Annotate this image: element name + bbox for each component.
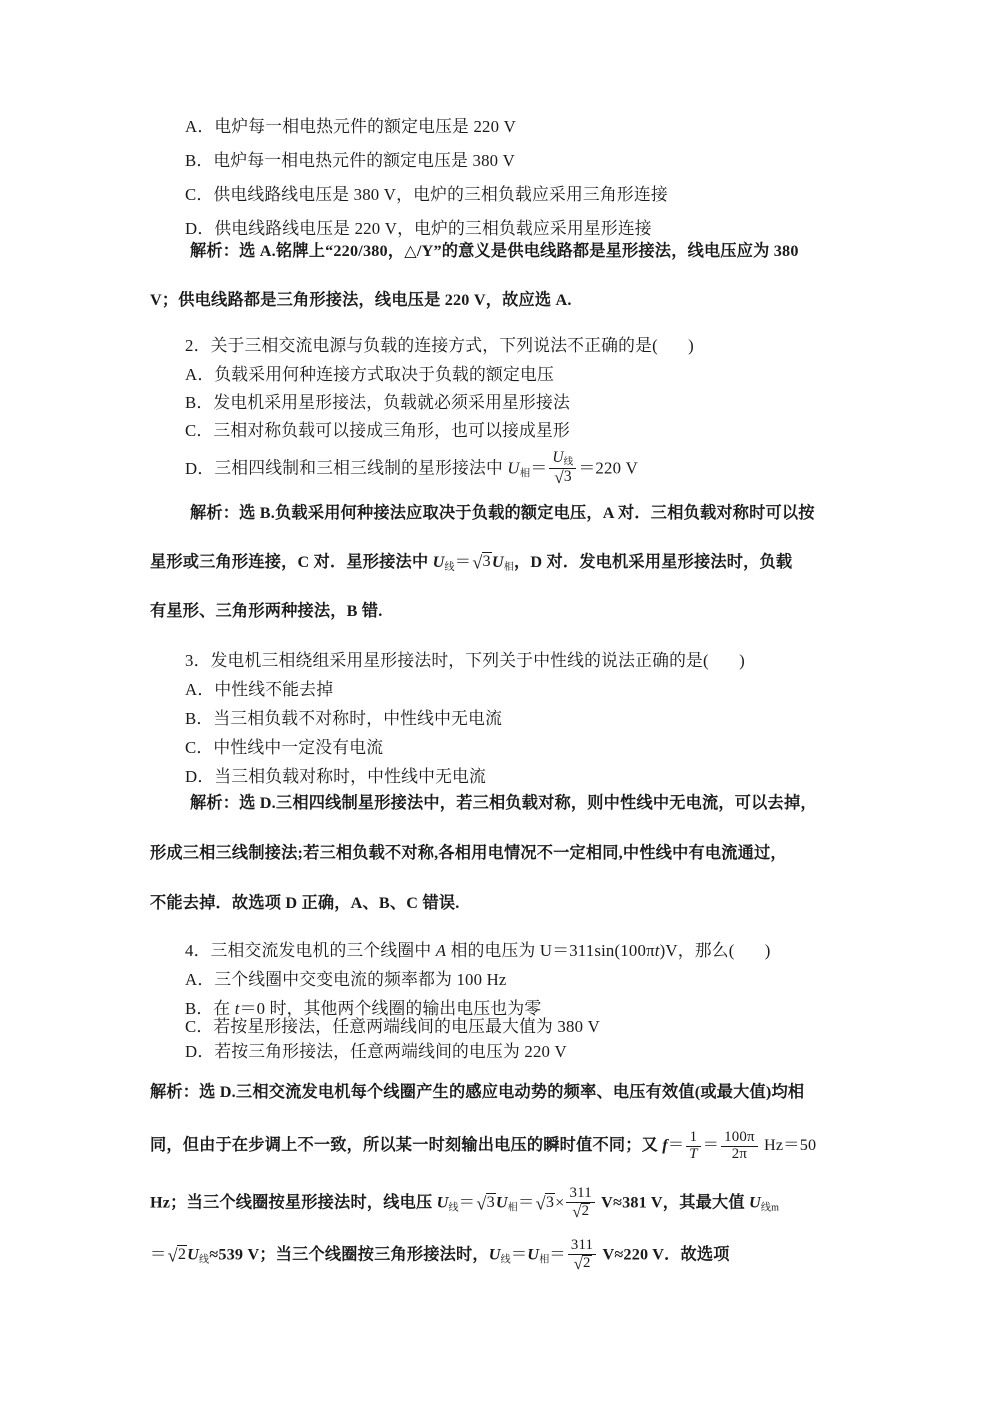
q2-option-d-symbol-sub: 相 <box>519 468 531 480</box>
q1-option-c-text-pre: 供电线路线电压是 <box>213 185 354 204</box>
q4-option-a-label: A． <box>185 970 215 989</box>
sqrt-icon: √3 <box>535 1192 555 1213</box>
q2-option-a <box>185 366 554 384</box>
fraction-denominator <box>549 469 576 487</box>
q2-option-d-label: D． <box>185 458 215 478</box>
fraction-denominator <box>568 1255 596 1272</box>
q2-option-a-text: 负载采用何种连接方式取决于负载的额定电压 <box>214 365 554 384</box>
sqrt-icon: √3 <box>554 467 572 487</box>
q4-option-c-label: C． <box>185 1017 214 1036</box>
fraction-denominator <box>566 1203 594 1220</box>
q4-option-a <box>185 971 507 989</box>
q4-sol2-eq2: ＝ <box>702 1135 720 1154</box>
q4-stem-t: t <box>654 941 660 960</box>
q2-solution-line-1: 解析：选 B.负载采用何种接法应取决于负载的额定电压，A 对．三相负载对称时可以按 <box>190 504 815 522</box>
q2-option-d-symbol: U <box>507 458 520 478</box>
q4-stem-phase: A <box>435 941 447 960</box>
q2-option-c-label: C． <box>185 421 214 440</box>
q3-option-d <box>185 768 486 786</box>
q2-stem-text: 2．关于三相交流电源与负载的连接方式，下列说法不正确的是( <box>185 336 658 355</box>
q2-option-a-label: A． <box>185 365 215 384</box>
q4-option-d <box>185 1043 567 1061</box>
q2-option-d-fraction <box>549 450 576 487</box>
q3-stem-text: 3．发电机三相绕组采用星形接法时，下列关于中性线的说法正确的是( <box>185 651 709 670</box>
q4-stem-formula: U＝311sin(100π <box>539 941 655 960</box>
fraction-numerator: 311 <box>568 1238 596 1255</box>
q1-option-a <box>185 118 516 136</box>
q4-sol4-eq: ＝ <box>150 1245 167 1264</box>
q4-sol3-u1-sub: 线 <box>448 1202 459 1214</box>
q4-sol4-eq3: ＝ <box>549 1245 566 1264</box>
q2-option-d-equals: ＝ <box>530 458 548 478</box>
q4-sol3-eq1: ＝ <box>458 1193 476 1212</box>
q2-solution-line-2 <box>150 553 792 573</box>
q4-stem-formula-end: )V <box>659 941 678 960</box>
q4-sol3-u2-sub: 相 <box>507 1202 518 1214</box>
q2-option-d-result: ＝220 V <box>578 458 638 478</box>
q4-sol3-eq2: ＝ <box>518 1193 535 1212</box>
q2-stem-close: ) <box>688 336 694 355</box>
q4-sol2-fraction-1 <box>686 1130 700 1162</box>
q3-stem <box>185 652 745 670</box>
q1-option-d <box>185 220 652 238</box>
q4-option-b-text-mid: ＝0 时，其他两个线圈的输出电压也为零 <box>239 999 542 1018</box>
q3-option-a-text: 中性线不能去掉 <box>214 680 334 699</box>
q4-sol4-u3: U <box>527 1245 540 1264</box>
q1-option-a-value: 220 V <box>473 117 516 136</box>
q2-sol2-a: 星形或三角形连接，C 对．星形接法中 <box>150 553 433 571</box>
q1-option-d-text-post: ，电炉的三相负载应采用星形连接 <box>397 219 652 238</box>
q4-sol3-a: Hz；当三个线圈按星形接法时，线电压 <box>150 1193 437 1212</box>
q2-sol2-u2-sub: 相 <box>503 561 514 573</box>
q4-sol3-u1: U <box>436 1193 449 1212</box>
q4-sol3-u3: U <box>749 1193 761 1212</box>
q4-sol2-eq1: ＝ <box>667 1135 685 1154</box>
q4-sol4-u1: U <box>187 1245 200 1264</box>
q4-sol2-f: f <box>662 1135 668 1154</box>
q4-sol2-fraction-2 <box>721 1130 758 1162</box>
q4-solution-line-2 <box>150 1130 816 1162</box>
q4-sol3-u3-sub2: m <box>771 1202 780 1214</box>
q3-option-b <box>185 710 502 728</box>
q3-option-c-label: C． <box>185 738 214 757</box>
q2-option-b-text: 发电机采用星形接法，负载就必须采用星形接法 <box>213 393 570 412</box>
q1-option-c-value: 380 V <box>353 185 397 204</box>
q4-sol3-u2: U <box>495 1193 508 1212</box>
q1-option-b-label: B． <box>185 151 214 170</box>
q4-option-c-text: 若按星形接法，任意两端线间的电压最大值为 380 V <box>213 1017 600 1036</box>
q4-sol3-fraction <box>566 1186 594 1220</box>
q4-answer-blank <box>734 941 764 960</box>
q2-solution-line-3: 有星形、三角形两种接法，B 错. <box>150 602 383 620</box>
sqrt-icon: √3 <box>476 1192 495 1213</box>
q4-sol4-u2: U <box>488 1245 501 1264</box>
q3-option-c-text: 中性线中一定没有电流 <box>213 738 384 757</box>
q4-sol3-u3-sub: 线 <box>760 1202 772 1214</box>
q4-option-a-text: 三个线圈中交变电流的频率都为 100 Hz <box>214 970 507 989</box>
q4-solution-line-1: 解析：选 D.三相交流发电机每个线圈产生的感应电动势的频率、电压有效值(或最大值)均相 <box>150 1083 805 1101</box>
q4-stem-mid: 相的电压为 <box>446 941 540 960</box>
sqrt-icon: √3 <box>472 552 491 573</box>
q2-option-b-label: B． <box>185 393 214 412</box>
q4-sol4-approx: ≈539 V；当三个线圈按三角形接法时， <box>209 1245 489 1264</box>
q1-option-d-value: 220 V <box>354 219 398 238</box>
fraction-numerator: 1 <box>686 1130 700 1147</box>
q1-solution-line-1: 解析：选 A.铭牌上“220/380，△/Y”的意义是供电线路都是星形接法，线电压应为 380 <box>190 242 799 260</box>
q4-option-b-label: B． <box>185 999 214 1018</box>
q2-option-c <box>185 422 570 440</box>
q3-option-a <box>185 681 333 699</box>
q1-option-a-label: A． <box>185 117 215 136</box>
q4-option-b-t: t <box>234 999 240 1018</box>
q2-sol2-b: ，D 对．发电机采用星形接法时，负载 <box>513 553 793 571</box>
q3-option-b-text: 当三相负载不对称时，中性线中无电流 <box>213 709 503 728</box>
q4-sol4-fraction <box>568 1238 596 1272</box>
q4-stem-pre: 4．三相交流发电机的三个线圈中 <box>185 941 436 960</box>
q3-solution-line-2: 形成三相三线制接法;若三相负载不对称,各相用电情况不一定相同,中性线中有电流通过， <box>150 844 787 862</box>
q3-option-b-label: B． <box>185 709 214 728</box>
q1-solution-line-2: V；供电线路都是三角形接法，线电压是 220 V，故应选 A. <box>150 291 572 309</box>
q2-sol2-u1: U <box>432 553 445 571</box>
q4-sol2-b: Hz＝50 <box>759 1135 817 1154</box>
q4-sol2-a: 同，但由于在步调上不一致，所以某一时刻输出电压的瞬时值不同；又 <box>150 1135 663 1154</box>
q4-sol4-eq2: ＝ <box>510 1245 528 1264</box>
q4-solution-line-4 <box>150 1238 730 1272</box>
q2-option-d-text: 三相四线制和三相三线制的星形接法中 <box>214 458 508 478</box>
q3-option-d-text: 当三相负载对称时，中性线中无电流 <box>214 767 487 786</box>
q1-option-b-value: 380 V <box>472 151 515 170</box>
fraction-denominator: T <box>689 1145 698 1162</box>
q3-solution-line-1: 解析：选 D.三相四线制星形接法中，若三相负载对称，则中性线中无电流，可以去掉， <box>190 794 817 812</box>
q2-option-c-text: 三相对称负载可以接成三角形，也可以接成星形 <box>213 421 570 440</box>
sqrt-icon: √2 <box>572 1201 590 1221</box>
q3-option-c <box>185 739 383 757</box>
q4-option-b-text-pre: 在 <box>213 999 235 1018</box>
q3-option-d-label: D． <box>185 767 215 786</box>
q4-solution-line-3 <box>150 1186 779 1220</box>
fraction-numerator: 100π <box>721 1130 758 1147</box>
q3-option-a-label: A． <box>185 680 215 699</box>
q3-stem-close: ) <box>739 651 745 670</box>
q4-stem-close: ) <box>764 941 771 960</box>
q2-answer-blank <box>658 336 688 355</box>
q4-sol4-u2-sub: 线 <box>500 1254 511 1266</box>
q1-option-c-text-post: ，电炉的三相负载应采用三角形连接 <box>396 185 668 204</box>
q3-answer-blank <box>709 651 739 670</box>
fraction-numerator: $U_线$ <box>549 450 576 469</box>
q4-sol3-times: × <box>555 1193 565 1212</box>
q1-option-c-label: C． <box>185 185 214 204</box>
q1-option-b <box>185 152 515 170</box>
q2-stem <box>185 337 694 355</box>
q1-option-c <box>185 186 668 204</box>
q4-stem <box>185 942 771 960</box>
q2-sol2-u1-sub: 线 <box>444 561 455 573</box>
q1-option-d-label: D． <box>185 219 215 238</box>
q2-sol2-u2: U <box>491 553 504 571</box>
q4-option-d-text: 若按三角形接法，任意两端线间的电压为 220 V <box>214 1042 567 1061</box>
q2-option-d <box>185 450 638 487</box>
q4-option-c <box>185 1018 600 1036</box>
fraction-numerator: 311 <box>566 1186 594 1203</box>
q3-solution-line-3: 不能去掉．故选项 D 正确，A、B、C 错误. <box>150 894 460 912</box>
q4-sol4-u3-sub: 相 <box>539 1254 550 1266</box>
q4-stem-post: ，那么( <box>677 941 735 960</box>
q2-option-b <box>185 394 570 412</box>
q1-option-b-text: 电炉每一相电热元件的额定电压是 <box>213 151 473 170</box>
q4-sol4-u1-sub: 线 <box>199 1254 210 1266</box>
sqrt-icon: √2 <box>167 1244 187 1265</box>
q4-option-d-label: D． <box>185 1042 215 1061</box>
fraction-denominator: 2π <box>731 1145 748 1162</box>
q1-option-d-text-pre: 供电线路线电压是 <box>214 219 355 238</box>
q4-option-b <box>185 1000 541 1018</box>
sqrt-icon: √2 <box>573 1253 591 1273</box>
q4-sol4-end: V≈220 V．故选项 <box>598 1245 730 1264</box>
q1-option-a-text: 电炉每一相电热元件的额定电压是 <box>214 117 474 136</box>
q2-sol2-eq: ＝ <box>454 553 472 571</box>
q4-sol3-b: V≈381 V，其最大值 <box>596 1193 749 1212</box>
